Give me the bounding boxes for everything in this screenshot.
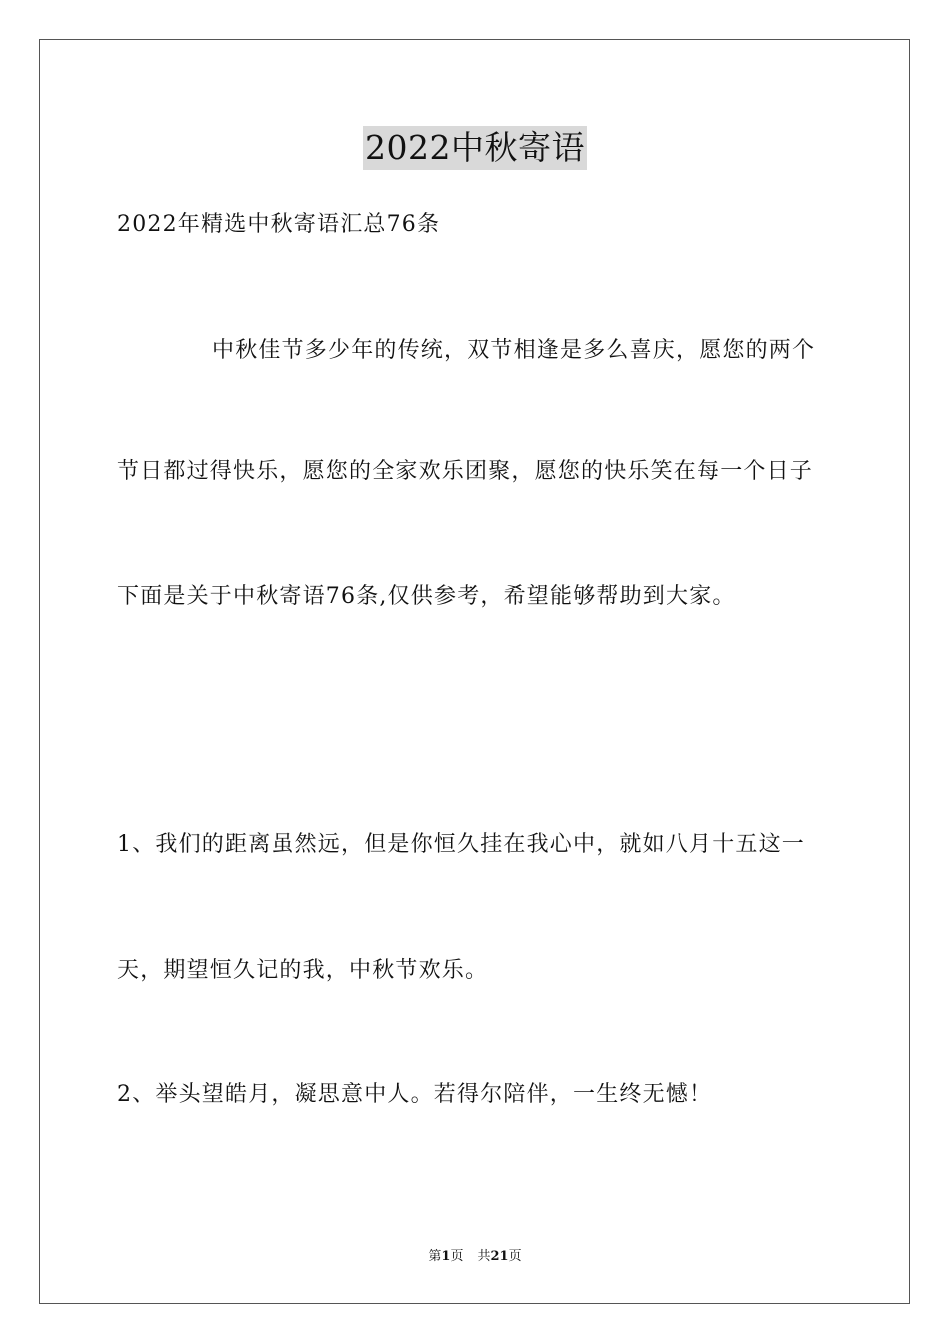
document-title-container xyxy=(0,126,950,170)
item-1-line-1: 1、我们的距离虽然远，但是你恒久挂在我心中，就如八月十五这一 xyxy=(117,832,805,857)
footer-total-prefix: 共 xyxy=(477,1249,491,1264)
footer-total-pages: 21 xyxy=(490,1249,509,1264)
document-subtitle: 2022年精选中秋寄语汇总76条 xyxy=(117,212,441,237)
item-1-line-2: 天，期望恒久记的我，中秋节欢乐。 xyxy=(117,958,489,983)
footer-page-prefix: 第 xyxy=(428,1249,442,1264)
page-footer xyxy=(0,1248,950,1266)
item-2-line-1: 2、举头望皓月，凝思意中人。若得尔陪伴，一生终无憾！ xyxy=(117,1082,713,1107)
document-title: 2022中秋寄语 xyxy=(363,126,587,170)
footer-page-number: 1 xyxy=(441,1249,451,1264)
intro-line-1: 中秋佳节多少年的传统，双节相逢是多么喜庆，愿您的两个 xyxy=(212,338,816,363)
intro-line-3: 下面是关于中秋寄语76条,仅供参考，希望能够帮助到大家。 xyxy=(117,584,736,609)
footer-total-suffix: 页 xyxy=(508,1249,522,1264)
intro-line-2: 节日都过得快乐，愿您的全家欢乐团聚，愿您的快乐笑在每一个日子 xyxy=(117,459,814,484)
footer-page-suffix: 页 xyxy=(450,1249,464,1264)
